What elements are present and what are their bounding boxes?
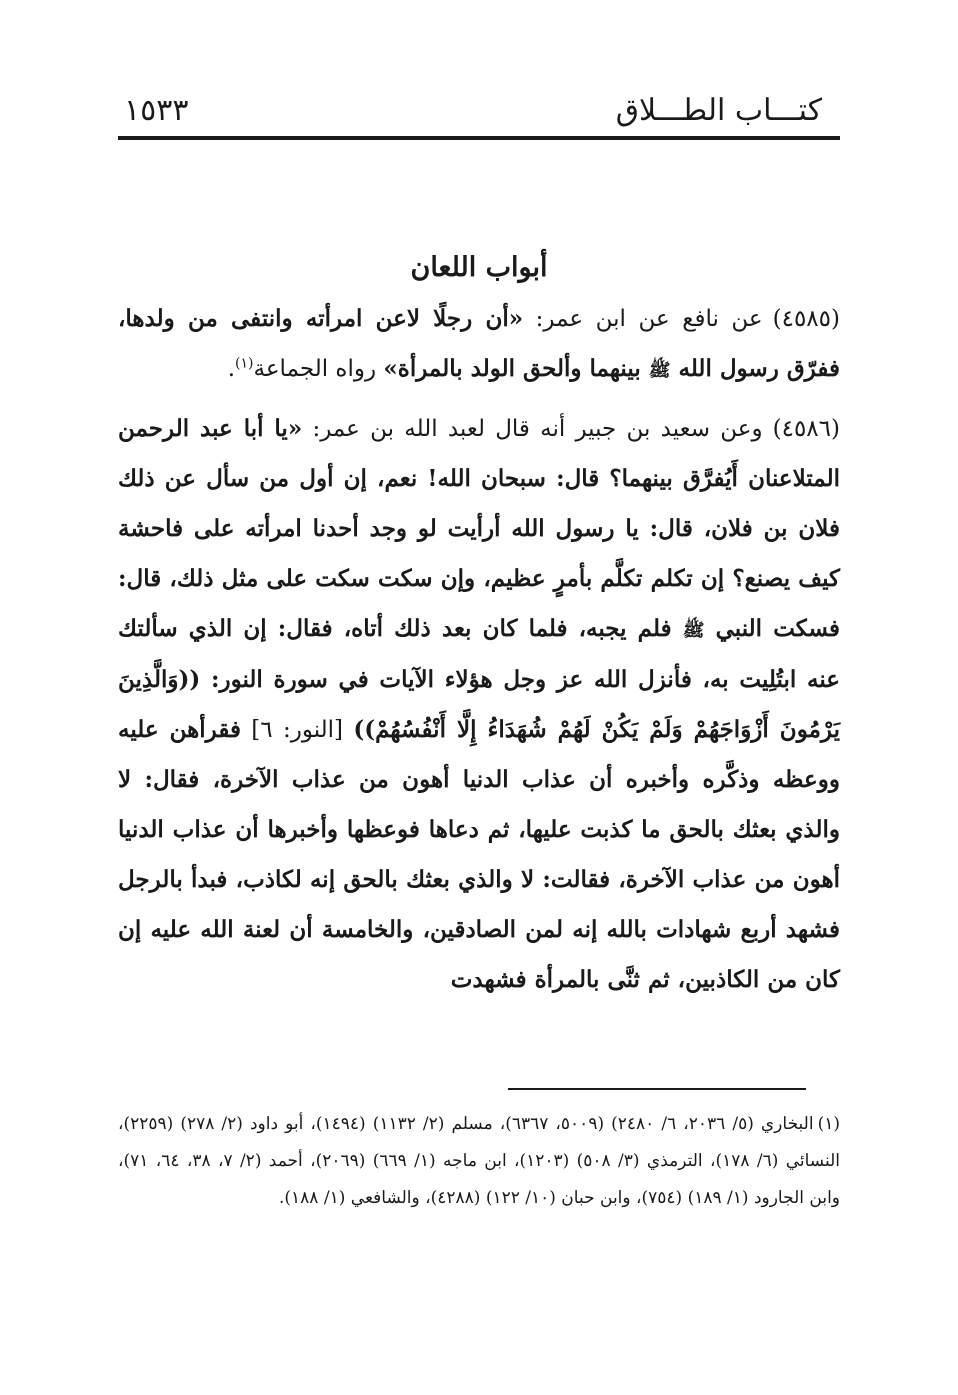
narration-note: رواه الجماعة bbox=[253, 356, 384, 382]
hadith-number: (٤٥٨٦) bbox=[772, 416, 840, 442]
page-body bbox=[118, 88, 841, 1208]
running-header bbox=[118, 88, 840, 140]
hadith-4585 bbox=[118, 294, 840, 395]
hadith-intro: وعن سعيد بن جبير أنه قال لعبد الله بن عمر: bbox=[302, 416, 763, 442]
footnote bbox=[118, 1106, 840, 1217]
hadith-quote-final: فقرأهن عليه ووعظه وذكَّره وأخبره أن عذاب الدنيا أهون من عذاب الآخرة، فقال: لا والذي بعثك بالحق ما كذبت عليها، ثم دعاها فوعظها وأخبرها أن عذاب الدنيا أهون من عذاب الآخرة، فقالت: لا والذي بعثك بالحق إنه لكاذب، فبدأ بالرجل فشهد أربع شهادات بالله إنه لمن الصادقين، والخامسة أن لعنة الله عليه إن كان من الكاذبين، ثم ثنَّى بالمرأة فشهدت bbox=[118, 716, 840, 993]
hadith-quote-continued: فلم يجبه، فلما كان بعد ذلك أتاه، فقال: إن الذي سألتك عنه ابتُلِيت به، فأنزل الله عز وجل هؤلاء الآيات في سورة النور: bbox=[118, 615, 840, 693]
footnote-divider bbox=[508, 1088, 806, 1090]
hadith-number: (٤٥٨٥) bbox=[772, 306, 840, 332]
section-title: أبواب اللعان bbox=[410, 252, 548, 283]
footnote-reference: (١) bbox=[235, 355, 254, 372]
hadith-intro: عن نافع عن ابن عمر: bbox=[523, 306, 763, 332]
hadith-quote-continued: بينهما وألحق الولد بالمرأة» bbox=[383, 355, 649, 382]
footnote-text: البخاري (٥/ ٢٠٣٦، ٦/ ٢٤٨٠) (٥٠٠٩، ٦٣٦٧)، مسلم (٢/ ١١٣٢) (١٤٩٤)، أبو داود (٢/ ٢٧٨) (٢٢٥٩)، النسائي (٦/ ١٧٨)، الترمذي (٣/ ٥٠٨) (١٢٠٣)، ابن ماجه (١/ ٦٦٩) (٢٠٦٩)، أحمد (٢/ ٧، ٣٨، ٦٤، ٧١)، وابن الجارود (١/ ١٨٩) (٧٥٤)، وابن حبان (١٠/ ١٢٢) (٤٢٨٨)، والشافعي (١/ ١٨٨). bbox=[118, 1114, 841, 1208]
sentence-end: . bbox=[227, 356, 236, 382]
hadith-quote: «يا أبا عبد الرحمن المتلاعنان أَيُفرَّق بينهما؟ قال: سبحان الله! نعم، إن أول من سأل عن ذلك فلان بن فلان، قال: يا رسول الله أرأيت لو وجد أحدنا امرأته على فاحشة كيف يصنع؟ إن تكلم تكلَّم بأمرٍ عظيم، وإن سكت سكت على مثل ذلك، قال: فسكت النبي bbox=[118, 415, 840, 642]
salawat-symbol: ﷺ bbox=[682, 620, 705, 641]
footnote-marker: (١) bbox=[817, 1114, 841, 1134]
page-number: ١٥٣٣ bbox=[124, 93, 189, 128]
salawat-symbol: ﷺ bbox=[648, 360, 671, 381]
hadith-4586 bbox=[118, 404, 840, 1005]
hadith-quote: «أن رجلًا لاعن امرأته وانتفى من ولدها، ففرّق رسول الله bbox=[118, 305, 840, 382]
quran-verse: ((وَالَّذِينَ يَرْمُونَ أَزْوَاجَهُمْ وَلَمْ يَكُنْ لَهُمْ شُهَدَاءُ إِلَّا أَنْفُسُهُمْ)) bbox=[118, 666, 840, 743]
book-title: كتـــاب الطـــلاق bbox=[615, 93, 822, 128]
verse-reference: [النور: ٦] bbox=[240, 717, 354, 743]
